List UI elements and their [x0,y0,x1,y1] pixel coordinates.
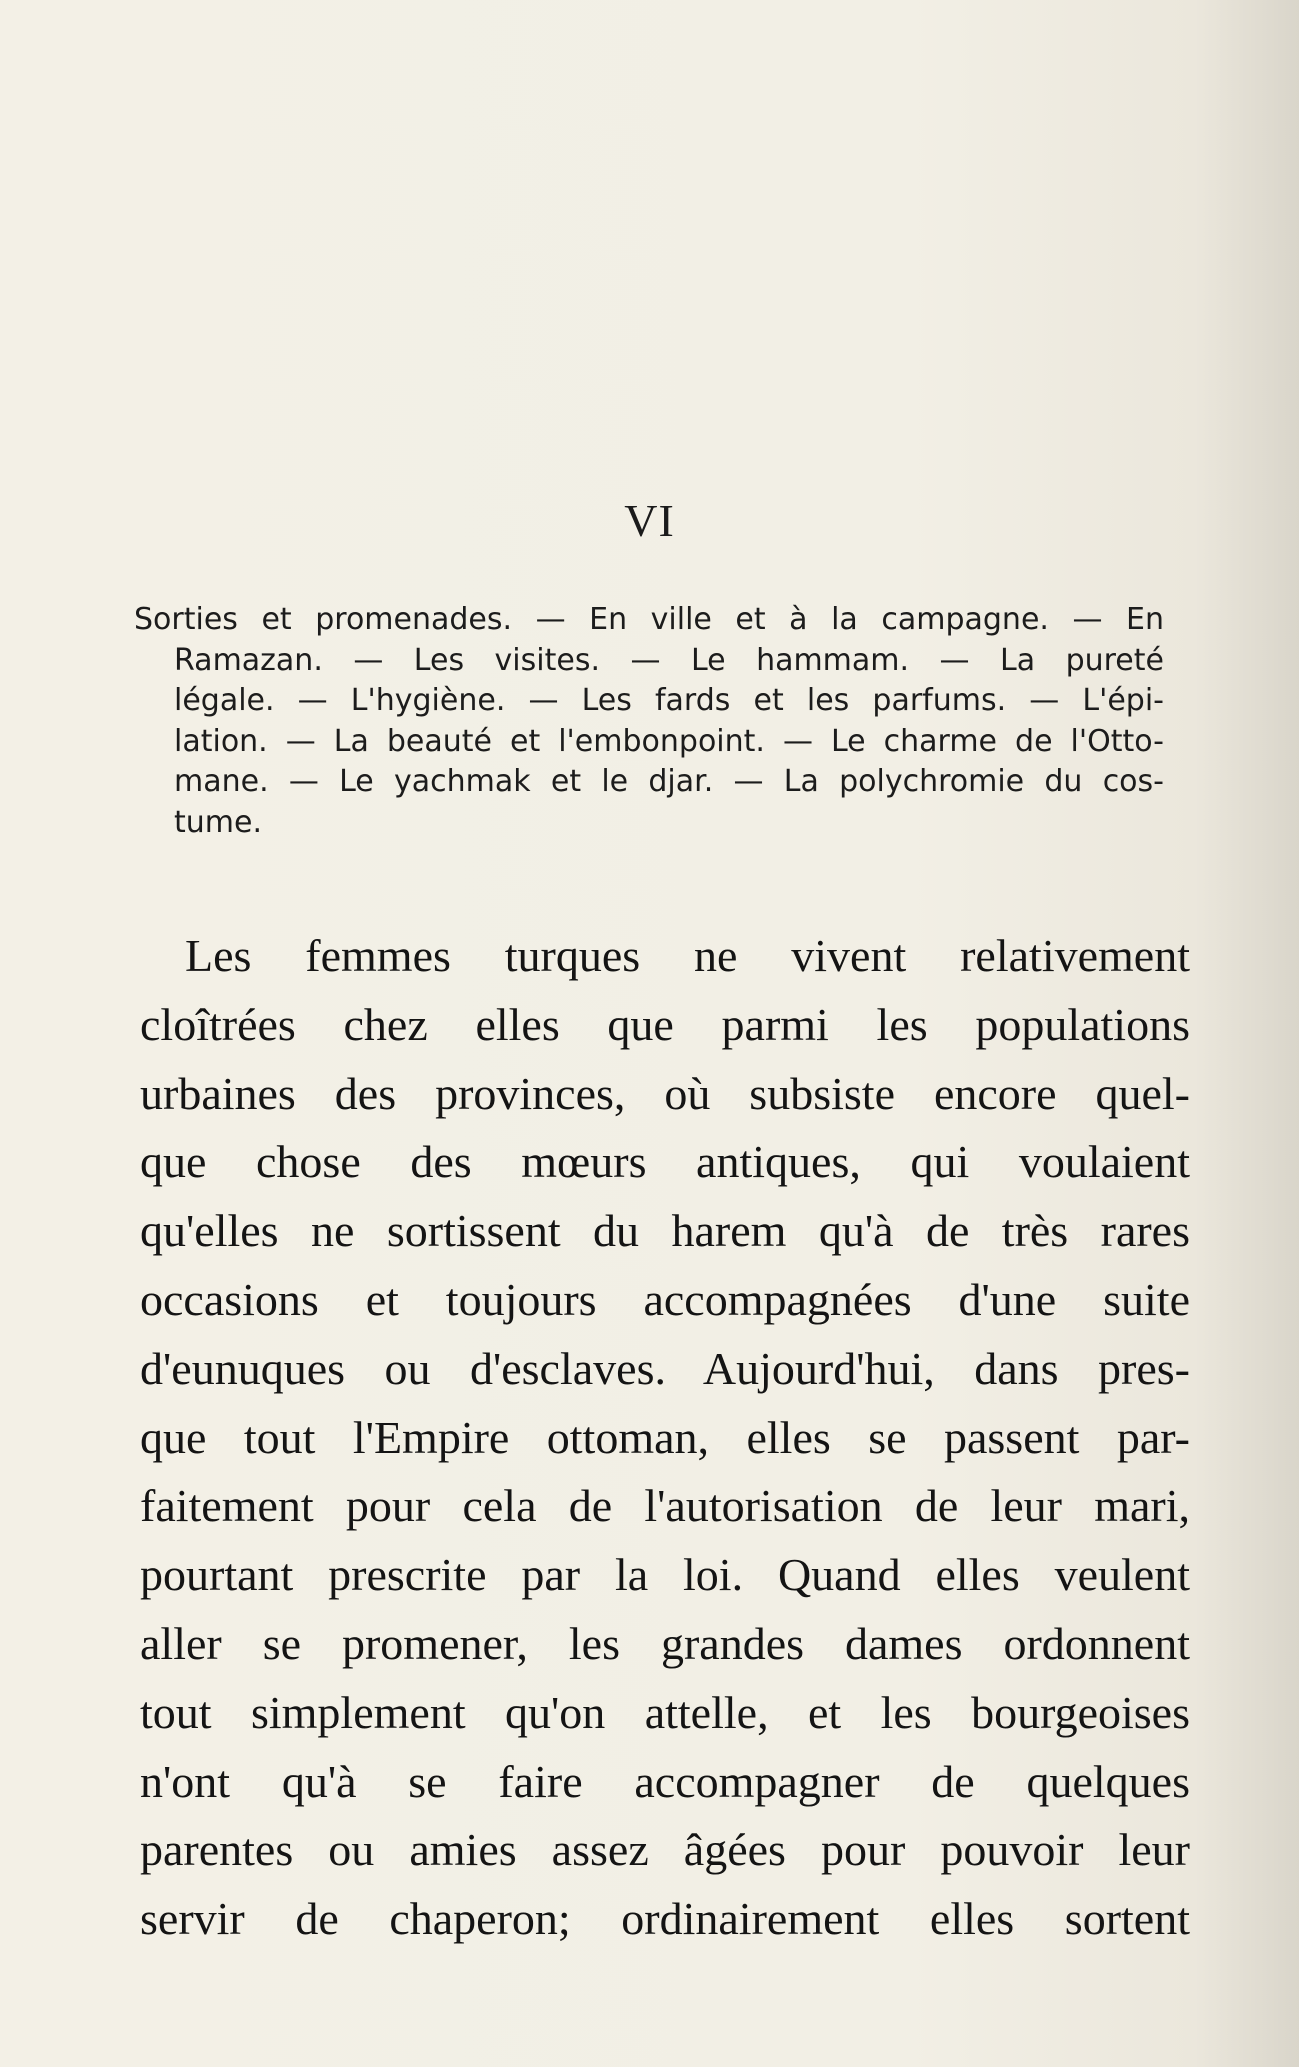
chapter-summary [134,600,1164,843]
chapter-number: VI [624,495,675,546]
body-line: d'eunuques ou d'esclaves. Aujourd'hui, dans pres- [140,1342,1190,1394]
body-line: cloîtrées chez elles que parmi les populations [140,998,1190,1050]
body-line: pourtant prescrite par la loi. Quand elles veulent [140,1549,1190,1601]
summary-line: Ramazan. — Les visites. — Le hammam. — La pureté [174,642,1164,678]
summary-line: lation. — La beauté et l'embonpoint. — Le charme de l'Otto- [174,723,1164,759]
body-paragraph [140,922,1190,1954]
body-line: parentes ou amies assez âgées pour pouvoir leur [140,1824,1190,1876]
body-line: faitement pour cela de l'autorisation de leur mari, [140,1480,1190,1532]
summary-line: tume. [174,804,262,840]
body-line: Les femmes turques ne vivent relativement [185,930,1190,981]
summary-line: Sorties et promenades. — En ville et à la campagne. — En [134,602,1164,637]
body-line: aller se promener, les grandes dames ordonnent [140,1617,1190,1669]
body-line: que chose des mœurs antiques, qui voulaient [140,1136,1190,1188]
body-line: occasions et toujours accompagnées d'une suite [140,1273,1190,1325]
summary-line: légale. — L'hygiène. — Les fards et les parfums. — L'épi- [174,683,1164,718]
body-line: n'ont qu'à se faire accompagner de quelques [140,1755,1190,1807]
body-line: urbaines des provinces, où subsiste encore quel- [140,1067,1190,1119]
body-line: que tout l'Empire ottoman, elles se passent par- [140,1411,1190,1463]
body-line: servir de chaperon; ordinairement elles sortent [140,1893,1190,1945]
summary-line: mane. — Le yachmak et le djar. — La polychromie du cos- [174,764,1164,799]
body-line: qu'elles ne sortissent du harem qu'à de très rares [140,1205,1190,1257]
body-line: tout simplement qu'on attelle, et les bourgeoises [140,1686,1190,1738]
